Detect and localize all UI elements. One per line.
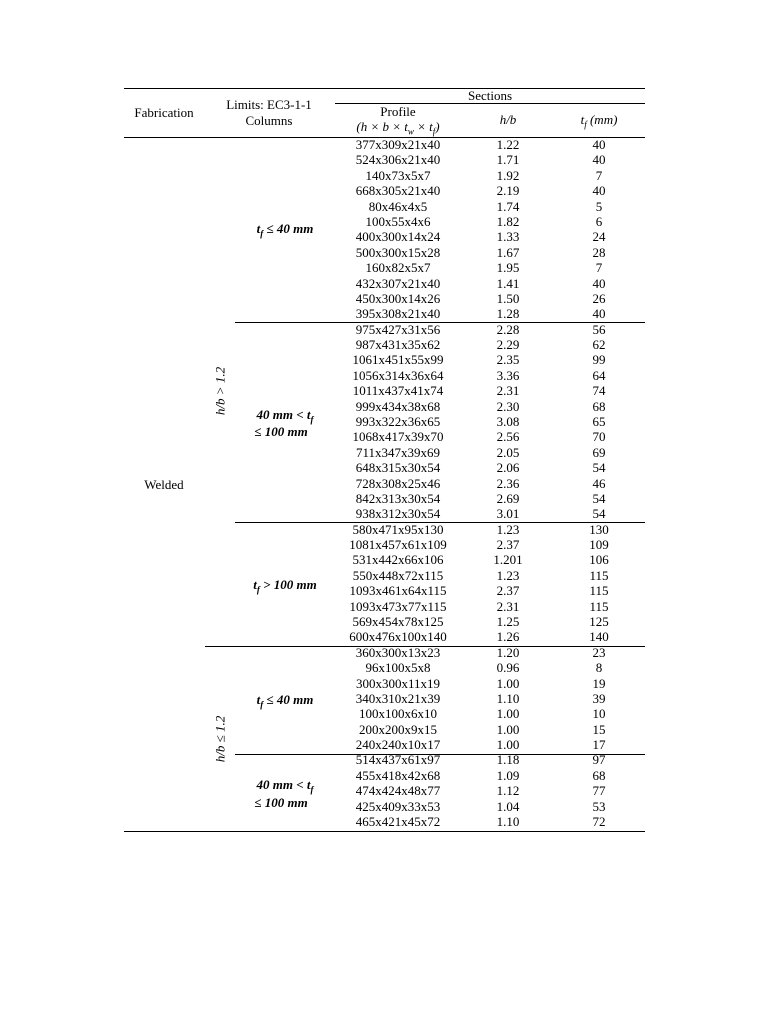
- hb-cell: 1.25: [496, 613, 520, 629]
- profile-cell: 340x310x21x39: [355, 690, 441, 706]
- table-top-rule: [124, 88, 645, 89]
- profile-cell: 1061x451x55x99: [352, 352, 444, 368]
- hb-cell: 2.31: [496, 383, 520, 399]
- header-profile: Profile: [380, 104, 416, 119]
- tf-cell: 7: [595, 167, 603, 183]
- tf-cell: 74: [592, 383, 606, 399]
- tf-cell: 19: [592, 675, 606, 691]
- tf-cell: 65: [592, 413, 606, 429]
- hb-cell: 1.12: [496, 783, 520, 799]
- hb-cell: 3.08: [496, 413, 520, 429]
- tf-cell: 56: [592, 321, 606, 337]
- tf-cell: 70: [592, 429, 606, 445]
- profile-cell: 465x421x45x72: [355, 813, 441, 829]
- hb-cell: 1.00: [496, 737, 520, 752]
- hb-cell: 1.26: [496, 629, 520, 645]
- profile-cell: 140x73x5x7: [365, 167, 431, 183]
- hb-cell: 1.23: [496, 567, 520, 583]
- tf-cell: 7: [595, 260, 603, 276]
- profile-cell: 514x437x61x97: [355, 752, 441, 768]
- hb-cell: 2.06: [496, 460, 520, 476]
- tf-cell: 115: [589, 583, 609, 599]
- limit-tf-40-100-lower-line2: ≤ 100 mm: [254, 795, 308, 810]
- profile-cell: 100x100x6x10: [359, 706, 437, 722]
- hb-cell: 1.50: [496, 290, 520, 306]
- header-profile-formula: $(h \times b \times t_w \times t_f)$: [356, 119, 440, 137]
- profile-cell: 531x442x66x106: [352, 552, 444, 568]
- limit-tf-40-100-upper-line2: ≤ 100 mm: [254, 424, 308, 439]
- hb-cell: 2.35: [496, 352, 520, 368]
- hb-cell: 2.28: [496, 321, 520, 337]
- hb-cell: 1.23: [496, 521, 520, 537]
- hb-cell: 1.28: [496, 306, 520, 322]
- tf-cell: 26: [592, 290, 606, 306]
- profile-cell: 668x305x21x40: [355, 183, 441, 199]
- hb-cell: 2.29: [496, 337, 520, 352]
- header-limits-line1: Limits: EC3-1-1: [226, 97, 312, 112]
- tf-cell: 72: [592, 813, 606, 829]
- profile-cell: 1093x461x64x115: [349, 583, 447, 599]
- profile-cell: 938x312x30x54: [355, 506, 441, 522]
- hb-cell: 1.00: [496, 721, 520, 737]
- hb-cell: 1.00: [496, 675, 520, 691]
- profile-cell: 1011x437x41x74: [352, 383, 444, 399]
- limit-tf-40-100-lower-line1: 40 mm < $t_f$: [256, 777, 314, 795]
- tf-cell: 97: [592, 752, 606, 768]
- hb-cell: 1.41: [496, 275, 520, 291]
- hb-cell: 1.18: [496, 752, 520, 768]
- hb-cell: 2.30: [496, 398, 520, 414]
- profile-cell: 96x100x5x8: [365, 660, 431, 676]
- hb-cell: 1.00: [496, 706, 520, 722]
- profile-cell: 1056x314x36x64: [352, 367, 444, 383]
- profile-cell: 1081x457x61x109: [349, 537, 447, 552]
- tf-cell: 130: [589, 521, 609, 537]
- hb-cell: 1.82: [496, 213, 520, 229]
- header-hb: h/b: [499, 112, 517, 127]
- tf-cell: 64: [592, 367, 606, 383]
- hb-cell: 1.92: [496, 167, 520, 183]
- tf-cell: 15: [592, 721, 606, 737]
- hb-cell: 1.20: [496, 644, 520, 660]
- tf-cell: 46: [592, 475, 606, 491]
- hb-cell: 2.05: [496, 444, 520, 460]
- profile-cell: 200x200x9x15: [359, 721, 437, 737]
- hb-cell: 2.19: [496, 183, 520, 199]
- profile-cell: 450x300x14x26: [355, 290, 441, 306]
- profile-cell: 100x55x4x6: [365, 213, 431, 229]
- profile-cell: 580x471x95x130: [352, 521, 444, 537]
- hb-cell: 1.09: [496, 767, 520, 783]
- profile-cell: 648x315x30x54: [355, 460, 441, 476]
- profile-cell: 80x46x4x5: [368, 198, 428, 214]
- hb-cell: 2.37: [496, 583, 520, 599]
- profile-cell: 600x476x100x140: [349, 629, 447, 645]
- profile-cell: 524x306x21x40: [355, 152, 441, 168]
- profile-cell: 1068x417x39x70: [352, 429, 444, 445]
- tf-cell: 54: [592, 490, 606, 506]
- limit-tf-le-40-lower: $t_f \le 40$ mm: [256, 692, 314, 710]
- tf-cell: 77: [592, 783, 606, 799]
- header-tf: $t_f$ (mm): [580, 112, 618, 130]
- group-label-hb-le: h/b ≤ 1.2: [212, 715, 228, 763]
- hb-cell: 1.04: [496, 798, 520, 814]
- profile-cell: 975x427x31x56: [355, 321, 441, 337]
- tf-cell: 6: [595, 213, 603, 229]
- hb-cell: 2.31: [496, 598, 520, 614]
- tf-cell: 68: [592, 767, 606, 783]
- profile-cell: 432x307x21x40: [355, 275, 441, 291]
- profile-cell: 360x300x13x23: [355, 644, 441, 660]
- profile-cell: 500x300x15x28: [355, 244, 441, 260]
- header-limits-line2: Columns: [245, 113, 293, 128]
- tf-cell: 39: [592, 690, 606, 706]
- tf-cell: 54: [592, 460, 606, 476]
- hb-cell: 1.201: [493, 552, 523, 568]
- hb-cell: 1.74: [496, 198, 520, 214]
- hb-cell: 1.22: [496, 137, 520, 152]
- tf-cell: 24: [592, 229, 606, 245]
- tf-cell: 8: [595, 660, 603, 676]
- profile-cell: 711x347x39x69: [355, 444, 441, 460]
- hb-cell: 3.36: [496, 367, 520, 383]
- profile-cell: 550x448x72x115: [352, 567, 444, 583]
- tf-cell: 40: [592, 152, 606, 168]
- profile-cell: 728x308x25x46: [355, 475, 441, 491]
- tf-cell: 99: [592, 352, 606, 368]
- profile-cell: 569x454x78x125: [352, 613, 444, 629]
- hb-cell: 1.95: [496, 260, 520, 276]
- hb-cell: 1.33: [496, 229, 520, 245]
- tf-cell: 115: [589, 567, 609, 583]
- tf-cell: 40: [592, 183, 606, 199]
- profile-cell: 1093x473x77x115: [349, 598, 447, 614]
- tf-cell: 23: [592, 644, 606, 660]
- profile-cell: 240x240x10x17: [355, 737, 441, 752]
- profile-cell: 300x300x11x19: [355, 675, 441, 691]
- profile-cell: 160x82x5x7: [365, 260, 431, 276]
- hb-cell: 2.37: [496, 537, 520, 552]
- tf-cell: 40: [592, 275, 606, 291]
- tf-cell: 5: [595, 198, 603, 214]
- limit-tf-40-100-upper-line1: 40 mm < $t_f$: [256, 407, 314, 425]
- tf-cell: 62: [592, 337, 606, 352]
- tf-cell: 125: [589, 613, 609, 629]
- profile-cell: 455x418x42x68: [355, 767, 441, 783]
- tf-cell: 109: [589, 537, 609, 552]
- group-label-hb-gt: h/b > 1.2: [212, 366, 228, 416]
- limit-tf-le-40-upper: $t_f \le 40$ mm: [256, 221, 314, 239]
- header-fabrication: Fabrication: [134, 105, 194, 120]
- header-sections: Sections: [467, 88, 513, 103]
- tf-cell: 68: [592, 398, 606, 414]
- hb-cell: 2.56: [496, 429, 520, 445]
- tf-cell: 54: [592, 506, 606, 522]
- profile-cell: 842x313x30x54: [355, 490, 441, 506]
- tf-cell: 106: [589, 552, 609, 568]
- profile-cell: 377x309x21x40: [355, 137, 441, 152]
- hb-cell: 3.01: [496, 506, 520, 522]
- hb-cell: 0.96: [496, 660, 520, 676]
- limit-tf-gt-100: $t_f > 100$ mm: [253, 577, 317, 595]
- profile-cell: 400x300x14x24: [355, 229, 441, 245]
- profile-cell: 425x409x33x53: [355, 798, 441, 814]
- hb-cell: 2.36: [496, 475, 520, 491]
- tf-cell: 40: [592, 137, 606, 152]
- tf-cell: 115: [589, 598, 609, 614]
- profile-cell: 987x431x35x62: [355, 337, 441, 352]
- hb-cell: 1.10: [496, 813, 520, 829]
- tf-cell: 53: [592, 798, 606, 814]
- hb-cell: 2.69: [496, 490, 520, 506]
- profile-cell: 993x322x36x65: [355, 413, 441, 429]
- tf-cell: 28: [592, 244, 606, 260]
- table-bottom-rule: [124, 831, 645, 832]
- tf-cell: 17: [592, 737, 606, 752]
- profile-cell: 474x424x48x77: [355, 783, 441, 799]
- tf-cell: 10: [592, 706, 606, 722]
- hb-cell: 1.10: [496, 690, 520, 706]
- tf-cell: 140: [589, 629, 609, 645]
- hb-cell: 1.71: [496, 152, 520, 168]
- profile-cell: 395x308x21x40: [355, 306, 441, 322]
- hb-cell: 1.67: [496, 244, 520, 260]
- profile-cell: 999x434x38x68: [355, 398, 441, 414]
- tf-cell: 40: [592, 306, 606, 322]
- tf-cell: 69: [592, 444, 606, 460]
- fabrication-welded: Welded: [144, 477, 184, 492]
